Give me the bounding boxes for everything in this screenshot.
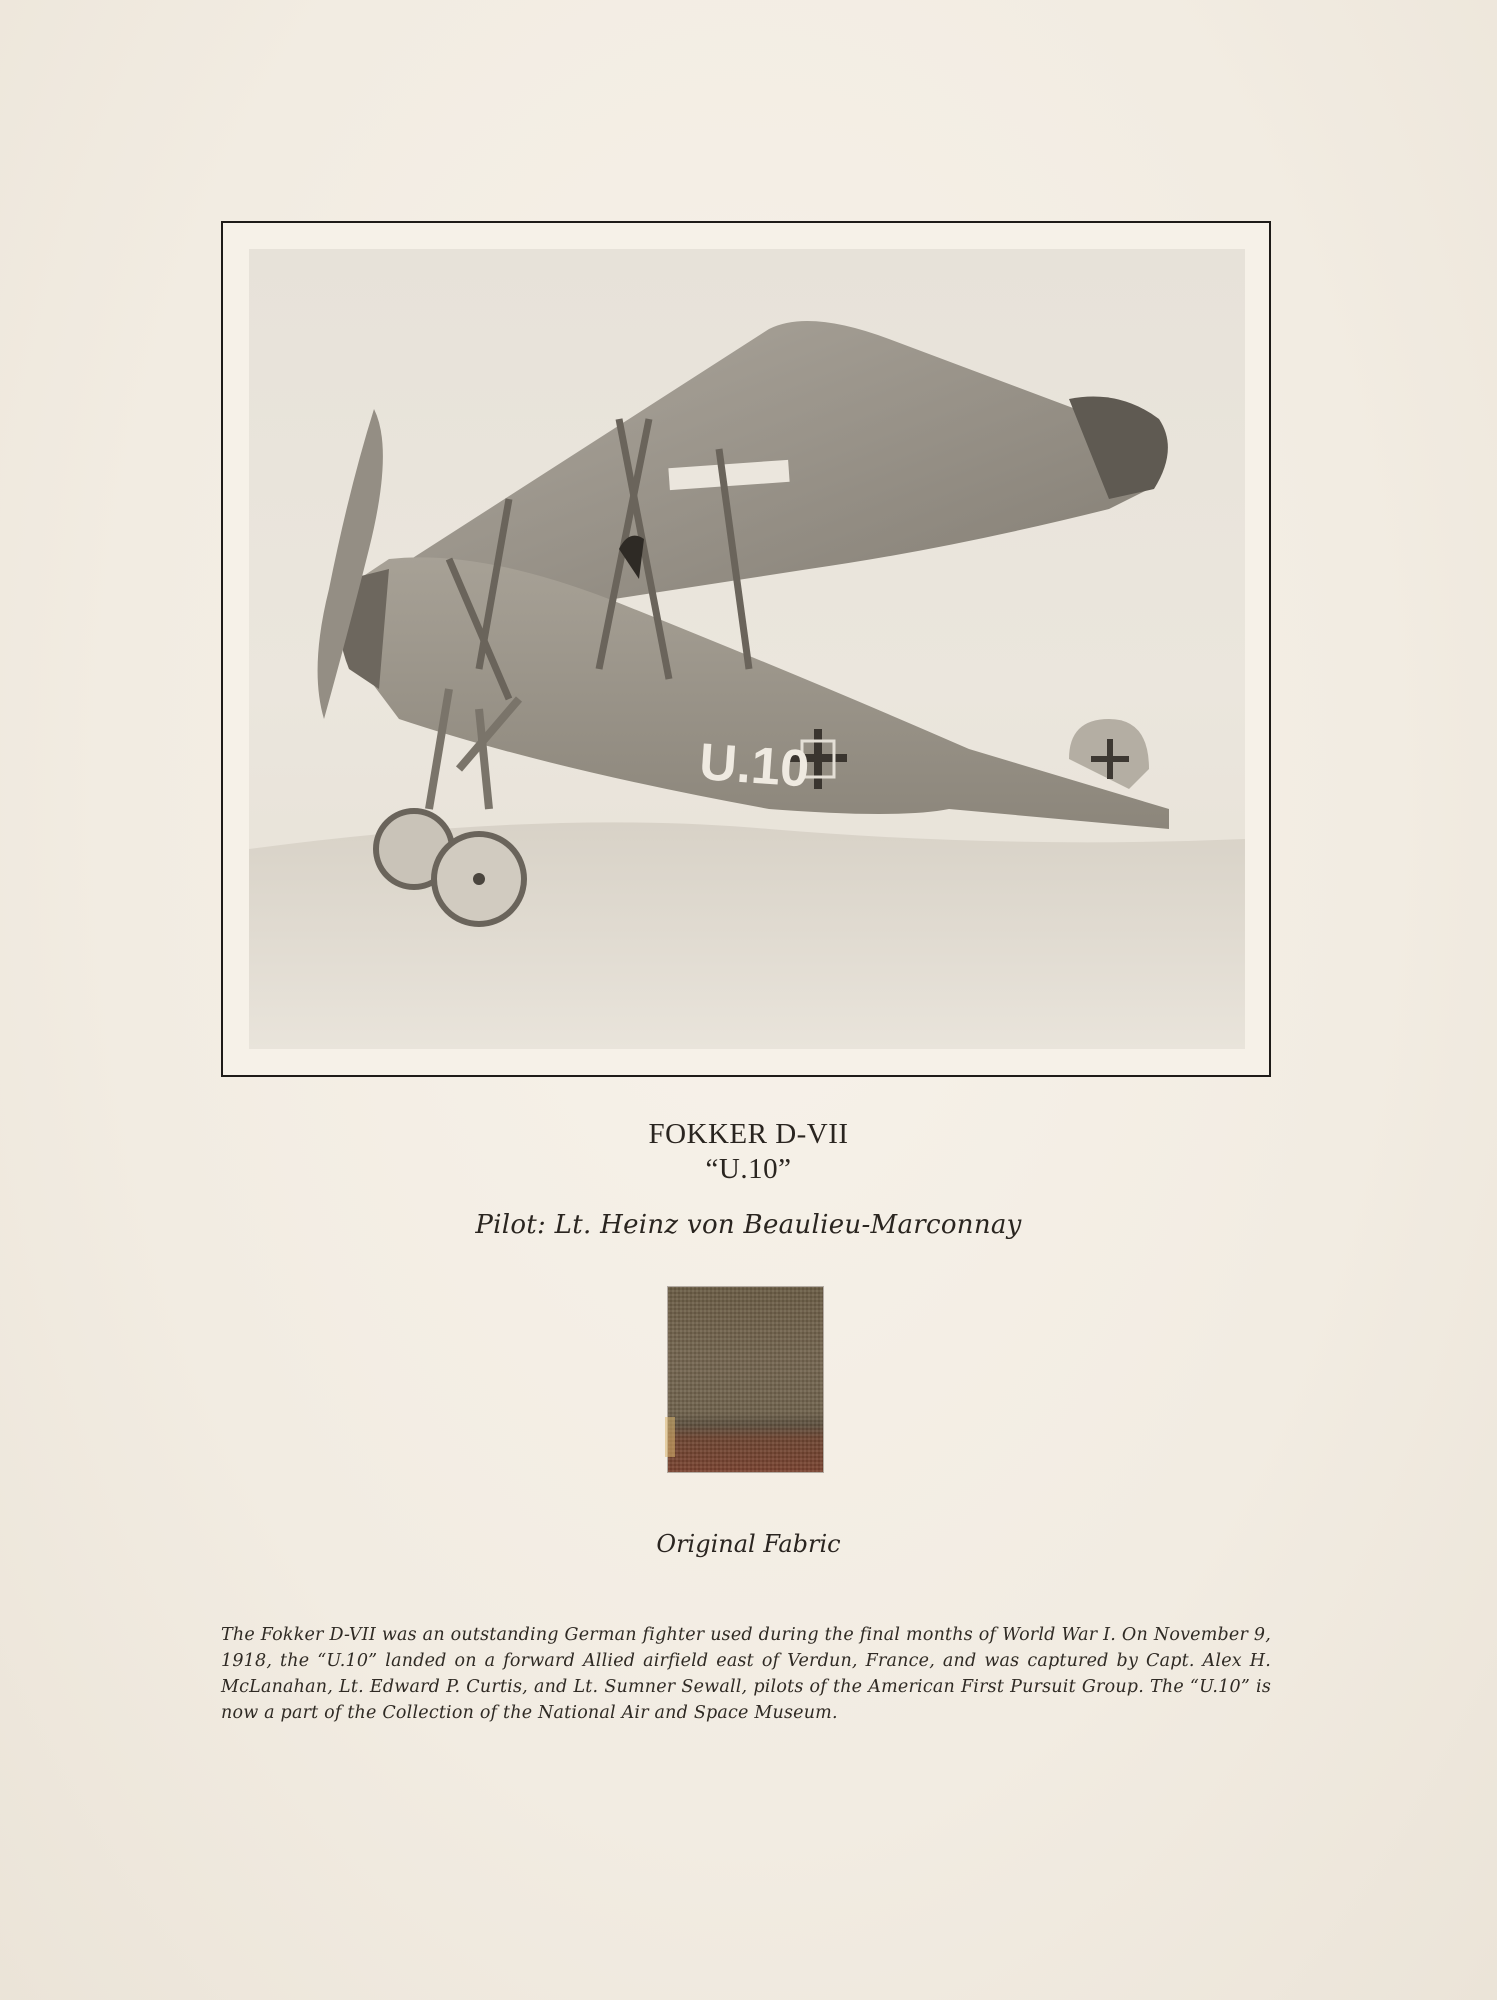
photo-frame [221,221,1271,1077]
history-description: The Fokker D-VII was an outstanding German fighter used during the final months of World War I. On November 9, 1918, the “U.10” landed on a forward Allied airfield east of Verdun, France, and was captured by Capt. Alex H. McLanahan, Lt. Edward P. Curtis, and Lt. Sumner Sewall, pilots of the American First Pursuit Group. The “U.10” is now a part of the Collection of the National Air and Space Museum. [221,1625,1271,1723]
aircraft-designation: “U.10” [705,1153,792,1185]
aircraft-photograph [249,249,1245,1049]
pilot-name: Pilot: Lt. Heinz von Beaulieu-Marconnay [475,1210,1022,1240]
fabric-caption: Original Fabric [656,1530,841,1558]
aircraft-title: FOKKER D-VII [648,1118,849,1150]
original-fabric-swatch [668,1287,823,1472]
fokker-aircraft-illustration [249,249,1245,1049]
aircraft-marking: U.10 [697,733,812,799]
fabric-frayed-edge [665,1417,675,1457]
wheel-hub [473,873,485,885]
